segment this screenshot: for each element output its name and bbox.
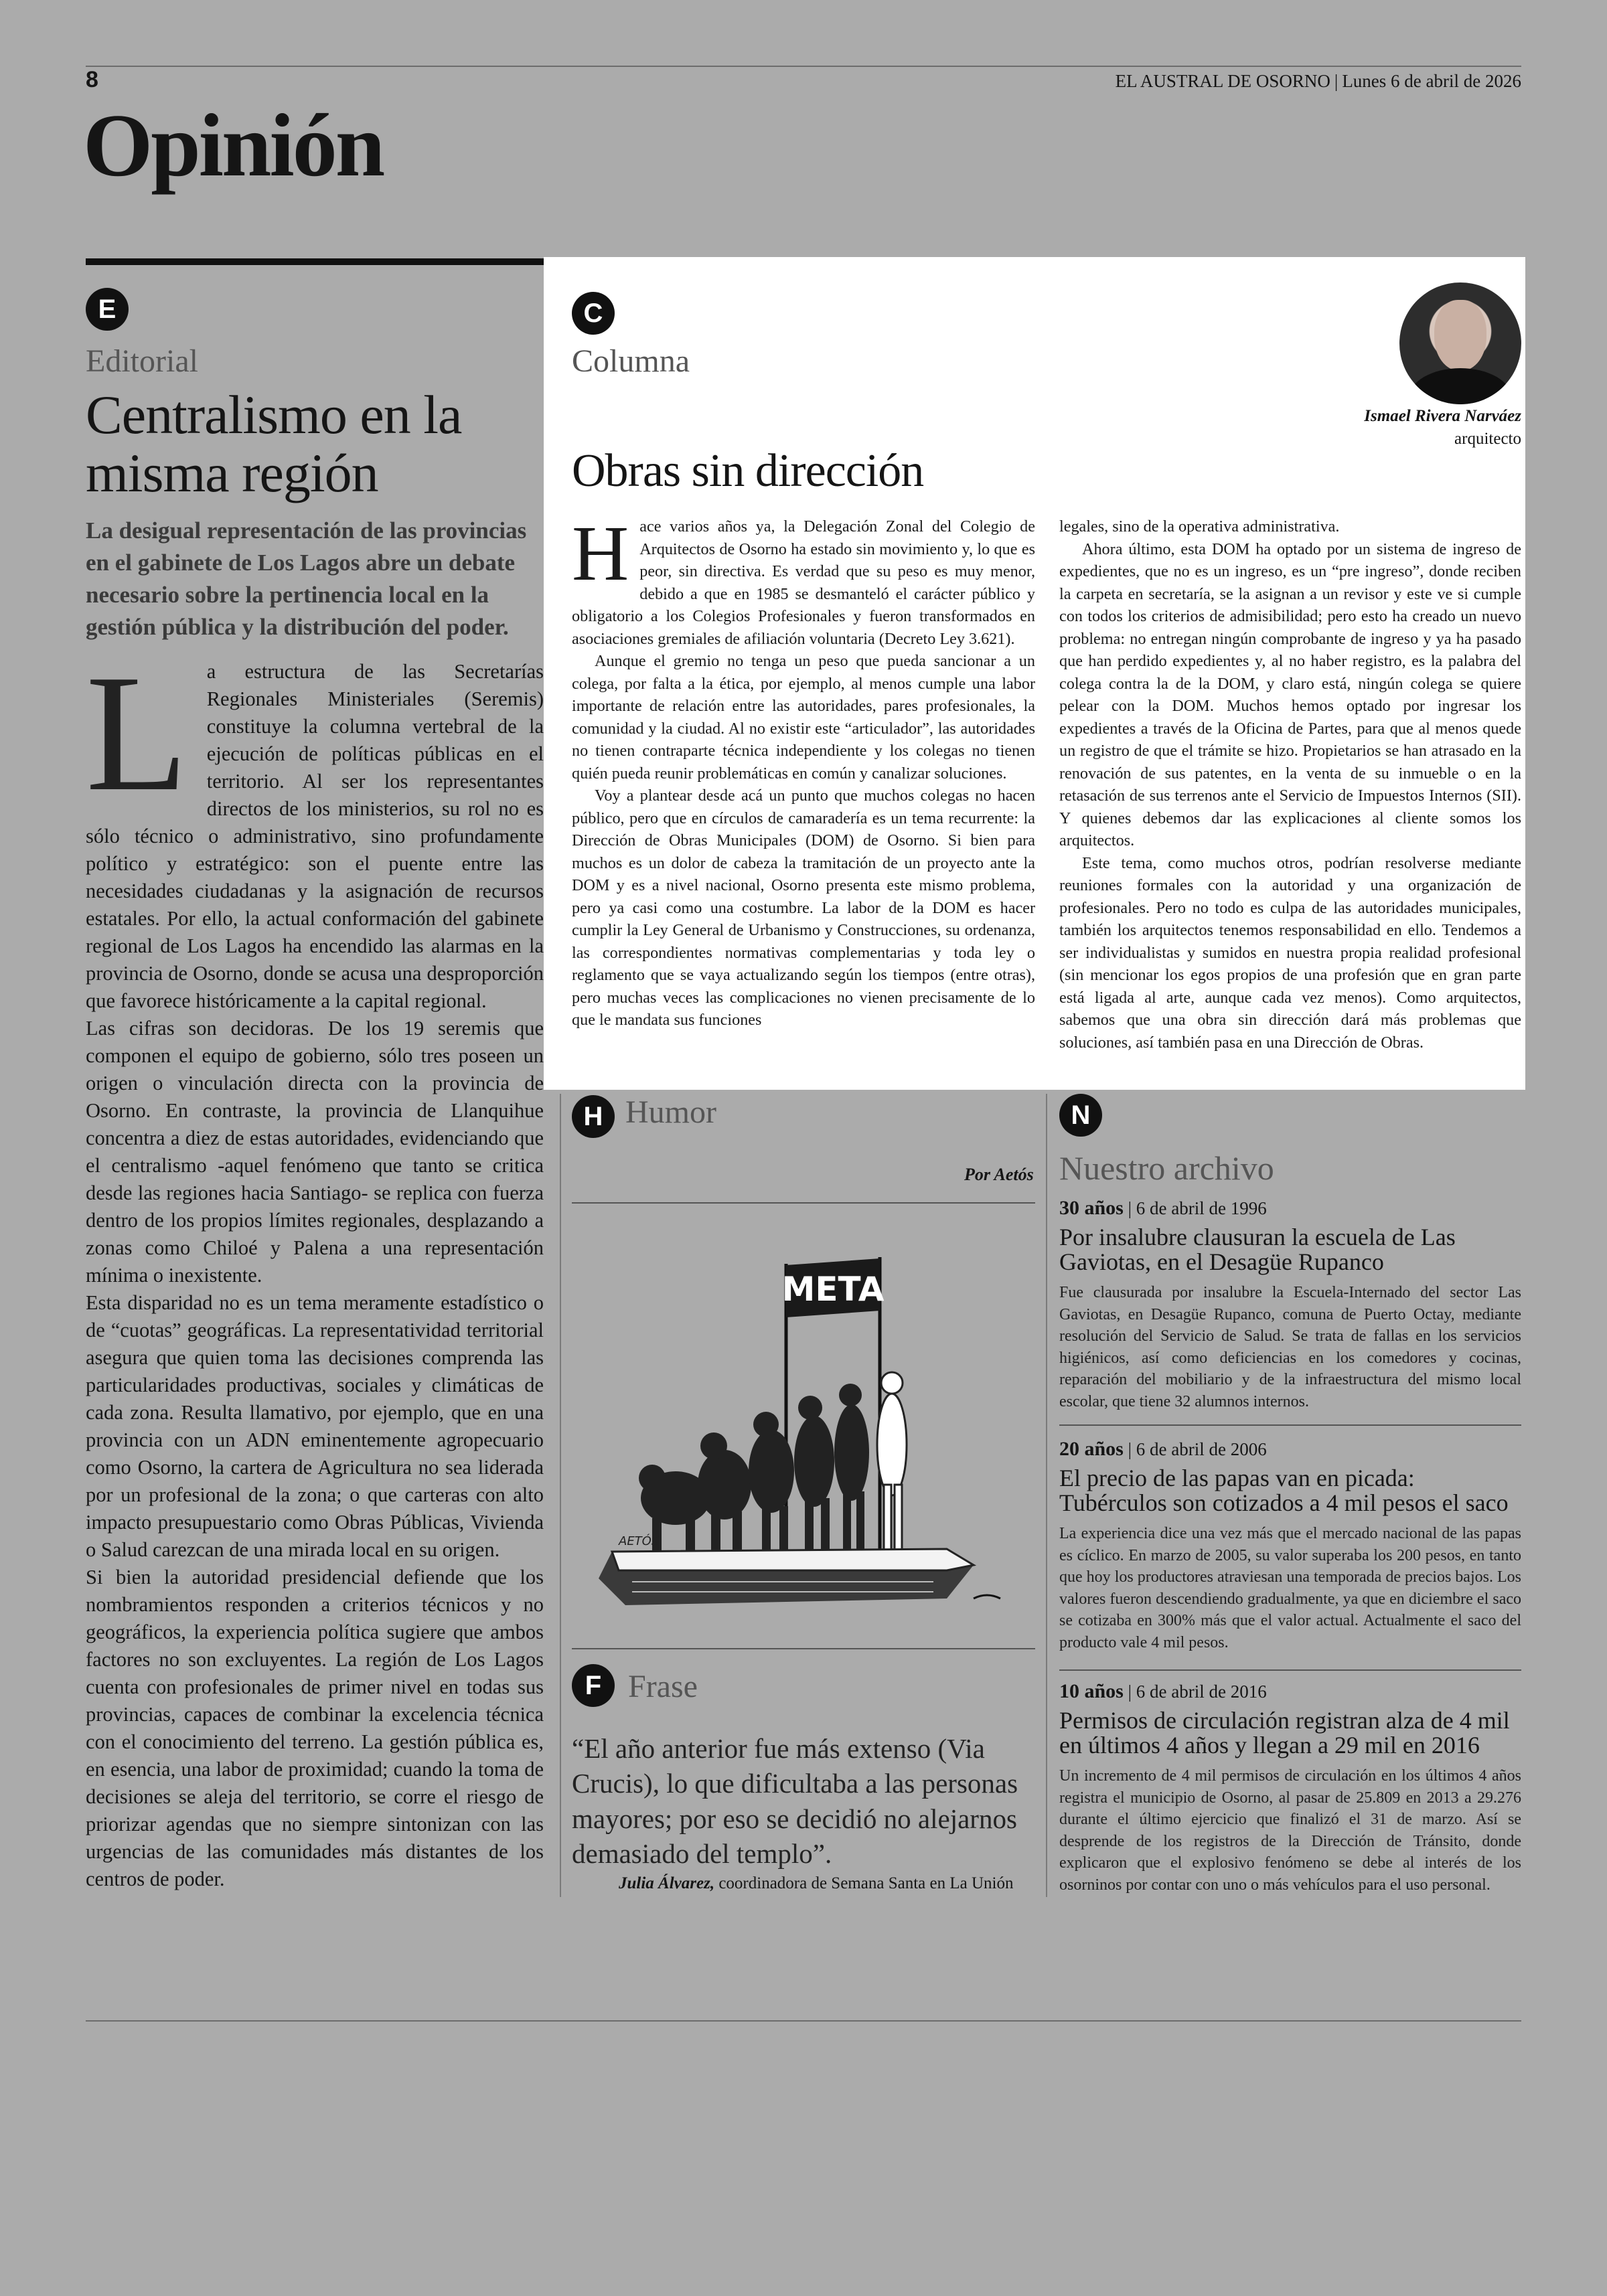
- column-divider: [1046, 1094, 1047, 1897]
- page-number: 8: [86, 67, 98, 92]
- bottom-rule: [86, 2020, 1521, 2022]
- cartoon-banner-text: META: [781, 1270, 885, 1309]
- archive-entry-title: Permisos de circulación registran alza de 4 mil en últimos 4 años y llegan a 29 mil en 2016: [1059, 1707, 1510, 1759]
- column-paragraph: Este tema, como muchos otros, podrían resolverse mediante reuniones formales con la autoridad y una organización de profesionales. Pero no todo es culpa de las autoridades municipales, también los arquitectos tenemos responsabilidad en ello. Tendemos a ser individualistas y sumidos en nuestra propia realidad profesional (sin mencionar los egos propios de una profesión que en gran parte está ligada al arte, aunque cada vez menos). Como arquitectos, sabemos que una obra sin dirección dará más problemas que soluciones, así también pasa en una Dirección de Obras.: [1059, 853, 1521, 1052]
- editorial-paragraph: Esta disparidad no es un tema meramente estadístico o de “cuotas” geográficas. La representatividad territorial asegura que quien toma las decisiones comprenda las particularidades productivas, sociales y climáticas de cada zona. Resulta llamativo, por ejemplo, que en una provincia con un ADN eminentemente agropecuario como Osorno, la cartera de Agricultura no sea liderada por un profesional de la zona; o que carteras con alto impacto presupuestario como Obras Públicas, Vivienda o Salud carezcan de una mirada local en su origen.: [86, 1291, 544, 1562]
- issue-date: Lunes 6 de abril de 2026: [1342, 71, 1521, 91]
- editorial-dropcap: L: [86, 640, 188, 826]
- author-face: [1434, 300, 1486, 371]
- frase-quote: “El año anterior fue más extenso (Via Crucis), lo que dificultaba a las personas mayores; por eso se decidió no alejarnos demasiado del templo”.: [572, 1733, 1018, 1870]
- column-title: Obras sin dirección: [572, 445, 924, 497]
- humor-kicker: Humor: [625, 1094, 716, 1130]
- masthead: [1116, 71, 1521, 92]
- column-badge: C: [572, 292, 615, 335]
- frase-kicker: Frase: [628, 1669, 698, 1704]
- editorial-paragraph: a estructura de las Secretarías Regionales Ministeriales (Seremis) constituye la columna vertebral de la ejecución de políticas públicas en el territorio. Al ser los representantes directos de los ministerios, su rol no es sólo técnico o administrativo, sino profundamente político y estratégico: son el puente entre las necesidades ciudadanas y la asignación de recursos estatales. Por ello, la actual conformación del gabinete regional de Los Lagos ha encendido las alarmas en la provincia de Osorno, donde se acusa una desproporción que favorece históricamente a la capital regional.: [86, 659, 544, 1012]
- column-paragraph: ace varios años ya, la Delegación Zonal del Colegio de Arquitectos de Osorno ha estado sin movimiento y, lo que es peor, sin directiva. Es verdad que su peso es muy menor, debido a que en 1985 se desmanteló el carácter público y obligatorio a los Colegios Profesionales y fueron transformados en asociaciones gremiales de afiliación voluntaria (Decreto Ley 3.621).: [572, 517, 1035, 648]
- archive-entry-date: | 6 de abril de 1996: [1128, 1198, 1267, 1218]
- archive-entry-years: 30 años: [1059, 1197, 1124, 1219]
- archive-entry-years: 20 años: [1059, 1438, 1124, 1460]
- editorial-paragraph: Si bien la autoridad presidencial defiende que los nombramientos responden a criterios técnicos y no geográficos, la experiencia política sugiere que ambos factores no son excluyentes. La región de Los Lagos cuenta con profesionales de primer nivel en todas sus provincias, capaces de combinar la excelencia técnica con el conocimiento del terreno. La gestión pública es, en esencia, una labor de proximidad; cuando la toma de decisiones se aleja del territorio, se corre el riesgo de priorizar agendas que no siempre sintonizan con las urgencias de las comunidades más distantes de los centros de poder.: [86, 1566, 544, 1891]
- archive-entry: [1059, 1680, 1521, 1896]
- column-paragraph: legales, sino de la operativa administrativa.: [1059, 517, 1340, 536]
- frase-attribution: [619, 1874, 1013, 1893]
- column-kicker: Columna: [572, 343, 690, 379]
- editorial-paragraph: Las cifras son decidoras. De los 19 seremis que componen el equipo de gobierno, sólo tres poseen un origen o vinculación directa con la provincia de Osorno. En contraste, la provincia de Llanquihue concentra a diez de estas autoridades, evidenciando que el centralismo -aquel fenómeno que tanto se critica desde las regiones hacia Santiago- se replica con fuerza dentro de los propios límites regionales, desplazando a zonas como Chiloé y Palena a una representación mínima o inexistente.: [86, 1016, 544, 1287]
- editorial-body: [86, 640, 544, 1894]
- archive-entry-title: El precio de las papas van en picada: Tubérculos son cotizados a 4 mil pesos el saco: [1059, 1465, 1509, 1517]
- frase-badge: F: [572, 1664, 615, 1707]
- column-paragraph: Voy a plantear desde acá un punto que muchos colegas no hacen público, pero que en círculos de camaradería es un tema recurrente: la Dirección de Obras Municipales (DOM) de Osorno. Si bien para muchos es un dolor de cabeza la tramitación de un proyecto ante la DOM y es a nivel nacional, Osorno presenta este mismo problema, pero ya casi como una costumbre. La labor de la DOM es hacer cumplir la Ley General de Urbanismo y Construcciones, su ordenanza, las correspondientes normativas complementarias y toda ley o reglamento que se vaya actualizando según los tiempos (entre otras), pero muchas veces las complicaciones no vienen precisamente de lo que le mandata sus funciones: [572, 787, 1035, 1030]
- column-paragraph: Aunque el gremio no tenga un peso que pueda sancionar a un colega, por falta a la ética, por ejemplo, al menos cumple una labor importante de relación entre las autoridades, pares profesionales, la comunidad y la ciudad. Al no existir este “articulador”, las autoridades no tienen contraparte técnica independiente y los colegas no tienen quién pueda reunir problemáticas en común y canalizar soluciones.: [572, 652, 1035, 783]
- archive-entry-meta: [1059, 1438, 1521, 1461]
- archive-entry-meta: [1059, 1197, 1521, 1220]
- archive-entry: [1059, 1197, 1521, 1413]
- archive-entry-text: Fue clausurada por insalubre la Escuela-Internado del sector Las Gaviotas, en Desagüe Rupanco, comuna de Puerto Octay, mediante resolución del Servicio de Salud. Se trata de fallas en los servicios higiénicos, así como deficiencias en los comedores y cocinas, reparación del mobiliario y de la infraestructura del mismo local escolar, que tiene 32 alumnos internos.: [1059, 1283, 1521, 1410]
- evolution-cartoon: [572, 1204, 1035, 1612]
- frase-author-role: coordinadora de Semana Santa en La Unión: [718, 1874, 1014, 1892]
- archive-entry-years: 10 años: [1059, 1680, 1124, 1702]
- top-rule: [86, 66, 1521, 67]
- humor-bottom-rule: [572, 1648, 1035, 1649]
- author-shoulders: [1409, 368, 1512, 404]
- archive-kicker: Nuestro archivo: [1059, 1149, 1274, 1187]
- archive-entry-date: | 6 de abril de 2016: [1128, 1682, 1267, 1702]
- archive-entry: [1059, 1438, 1521, 1654]
- archive-entry-meta: [1059, 1680, 1521, 1703]
- humor-badge: H: [572, 1095, 615, 1138]
- column-text-left: [572, 509, 1035, 1032]
- column-author-role: arquitecto: [1454, 430, 1521, 448]
- column-divider: [560, 1094, 561, 1897]
- masthead-separator: |: [1334, 71, 1338, 91]
- humor-credit: Por Aetós: [964, 1165, 1034, 1184]
- archive-entry-title: Por insalubre clausuran la escuela de Las Gaviotas, en el Desagüe Rupanco: [1059, 1224, 1456, 1276]
- archive-entry-text: Un incremento de 4 mil permisos de circulación en los últimos 4 años registra el municipio de Osorno, al pasar de 25.809 en 2013 a 29.276 durante el último ejercicio que finalizó el 31 de marzo. Así se desprende de los registros de la Dirección de Tránsito, donde explicaron que el explosivo fenómeno se debe al interés de los osorninos por contar con uno o más vehículos para el uso personal.: [1059, 1767, 1521, 1894]
- editorial-lede: La desigual representación de las provincias en el gabinete de Los Lagos abre un debate necesario sobre la pertinencia local en la gestión pública y la distribución del poder.: [86, 517, 527, 640]
- column-dropcap: H: [572, 509, 629, 597]
- archive-divider: [1059, 1669, 1521, 1671]
- editorial-kicker: Editorial: [86, 343, 198, 379]
- editorial-badge: E: [86, 288, 129, 331]
- column-text-right: [1059, 515, 1521, 1054]
- cartoon-signature: AETÓS: [619, 1534, 660, 1548]
- editorial-title: Centralismo en la misma región: [86, 384, 462, 503]
- editorial-column: [86, 288, 544, 1893]
- column-paragraph: Ahora último, esta DOM ha optado por un sistema de ingreso de expedientes, que no es un ingreso, es un “pre ingreso”, donde reciben la carpeta en secretaría, se la asignan a un revisor y este ve si cumple con todos los criterios de admisibilidad; pero esto ha creado un nuevo problema: no entregan ningún comprobante de ingreso y ya ha pasado que han perdido expedientes y, al no haber registro, es la palabra del colega contra la de la DOM, y claro está, ningún colega se quiere pelear con la DOM. Muchos hemos optado por ingresar los expedientes a través de la Oficina de Partes, para que al menos quede un registro de que el trámite se hizo. Propietarios se han atrasado en la renovación de sus patentes, en la venta de su inmueble o en la retasación de sus terrenos ante el Servicio de Impuestos Internos (SII). Y quienes debemos dar las explicaciones al cliente somos los arquitectos.: [1059, 540, 1521, 850]
- section-title: Opinión: [83, 96, 384, 195]
- author-photo: [1399, 282, 1521, 404]
- archive-badge: N: [1059, 1094, 1102, 1137]
- archive-divider: [1059, 1424, 1521, 1426]
- archive-entry-text: La experiencia dice una vez más que el mercado nacional de las papas es cíclico. En marzo de 2005, su valor superaba los 200 pesos, en tanto que hoy los productores atraviesan una temporada de precios bajos. Los valores fueron descendiendo gradualmente, ya que en diciembre el saco se cotizaba en 300% más que el valor actual. Actualmente el saco del producto vale 4 mil pesos.: [1059, 1524, 1521, 1651]
- column-author-name: Ismael Rivera Narváez: [1364, 407, 1521, 425]
- archive-entry-date: | 6 de abril de 2006: [1128, 1439, 1267, 1459]
- frase-author: Julia Álvarez,: [619, 1874, 715, 1892]
- newspaper-name: EL AUSTRAL DE OSORNO: [1115, 71, 1330, 91]
